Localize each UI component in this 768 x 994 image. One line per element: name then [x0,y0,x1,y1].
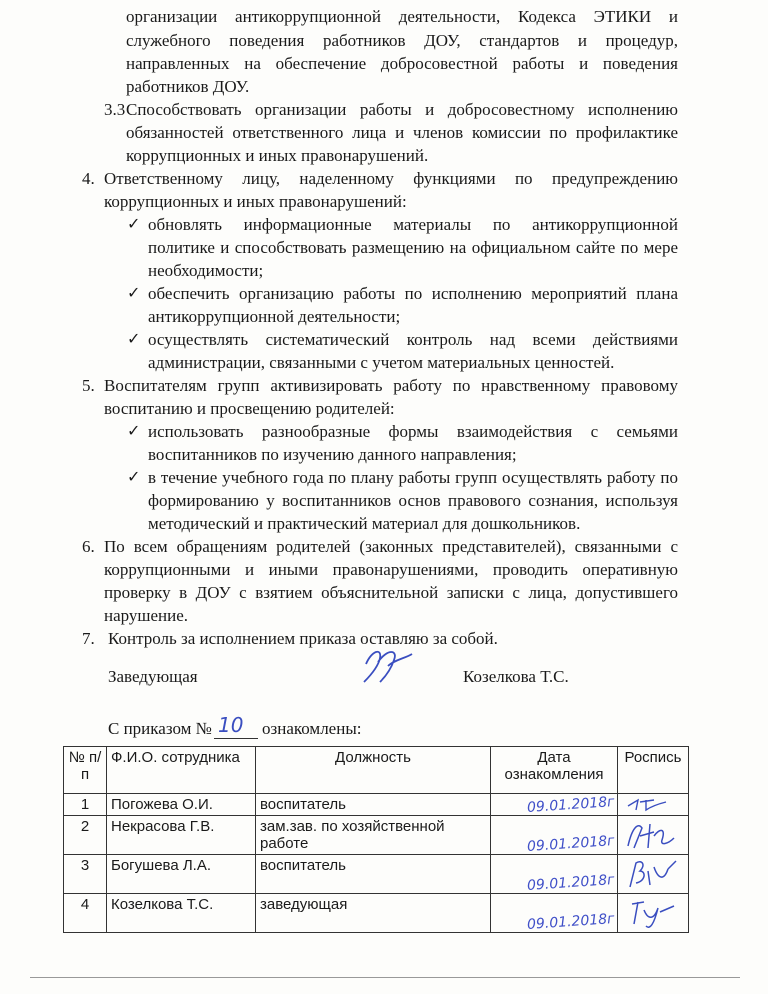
text-line: направленных на обеспечение добросовестной работы и поведения [126,54,678,73]
text-line: администрации, связанными с учетом материальных ценностей. [148,353,615,372]
row-date: 09.01.2018г [527,793,616,817]
header-name: Ф.И.О. сотрудника [107,747,256,794]
header-position: Должность [256,747,491,794]
checkmark-icon: ✓ [127,469,141,486]
order-ack-suffix: ознакомлены: [262,719,362,738]
text-line: необходимости; [148,261,264,280]
acknowledgement-table [63,746,689,933]
row-position: заведующая [256,894,491,933]
text-line: коррупционными и иными правонарушениями, проводить оперативную [104,560,678,579]
text-line: Способствовать организации работы и добросовестному исполнению [126,100,678,119]
item-number: 4. [82,169,95,188]
handwritten-signature [624,896,676,930]
text-line: осуществлять систематический контроль над всеми действиями [148,330,678,349]
row-num: 4 [64,894,107,933]
order-ack-prefix: С приказом № [108,719,212,738]
checkmark-icon: ✓ [127,285,141,302]
header-sign: Роспись [618,747,689,794]
handwritten-signature [358,644,418,691]
text-line: в течение учебного года по плану работы групп осуществлять работу по [148,468,678,487]
text-line: воспитанников по изучению данного направления; [148,445,517,464]
text-line: проверку в ДОУ с взятием объяснительной записки с лица, допустившего [104,583,678,602]
text-line: методический и практический материал для дошкольников. [148,514,581,533]
item-number: 5. [82,376,95,395]
underline [214,738,258,739]
item-number: 7. [82,629,95,648]
text-line: воспитанию и просвещению родителей: [104,399,395,418]
page-bottom-rule [30,977,740,978]
header-num: № п/п [64,747,107,794]
signature-name: Козелкова Т.С. [463,667,569,686]
text-line: антикоррупционной деятельности; [148,307,401,326]
handwritten-signature [624,796,672,812]
checkmark-icon: ✓ [127,423,141,440]
row-num: 2 [64,816,107,855]
table-row [64,816,689,855]
text-line: обновлять информационные материалы по антикоррупционной [148,215,678,234]
row-name: Погожева О.И. [107,794,256,816]
handwritten-signature [624,818,676,852]
row-name: Богушева Л.А. [107,855,256,894]
text-line: нарушение. [104,606,189,625]
checkmark-icon: ✓ [127,216,141,233]
row-date: 09.01.2018г [527,910,616,934]
row-name: Некрасова Г.В. [107,816,256,855]
row-position: воспитатель [256,794,491,816]
row-num: 1 [64,794,107,816]
text-line: обеспечить организацию работы по исполнению мероприятий плана [148,284,678,303]
row-sign-cell [618,794,689,816]
row-date: 09.01.2018г [527,871,616,895]
checkmark-icon: ✓ [127,331,141,348]
text-line: Контроль за исполнением приказа оставляю за собой. [108,629,498,648]
table-header-row [64,747,689,794]
text-line: использовать разнообразные формы взаимодействия с семьями [148,422,678,441]
row-sign-cell [618,894,689,933]
row-sign-cell [618,855,689,894]
row-date: 09.01.2018г [527,832,616,856]
row-sign-cell [618,816,689,855]
text-line: Воспитателям групп активизировать работу по нравственному правовому [104,376,678,395]
table-row [64,894,689,933]
row-position: зам.зав. по хозяйственной работе [256,816,491,855]
text-line: обязанностей ответственного лица и членов комиссии по профилактике [126,123,678,142]
row-date-cell [491,816,618,855]
text-line: организации антикоррупционной деятельности, Кодекса ЭТИКИ и [126,7,678,26]
text-line: коррупционных и иных правонарушений: [104,192,407,211]
text-line: служебного поведения работников ДОУ, стандартов и процедур, [126,31,678,50]
item-number: 6. [82,537,95,556]
text-line: Ответственному лицу, наделенному функциями по предупреждению [104,169,678,188]
text-line: коррупционных и иных правонарушений. [126,146,429,165]
row-date-cell [491,855,618,894]
table-row [64,855,689,894]
text-line: формированию у воспитанников основ правового сознания, используя [148,491,678,510]
signature-role: Заведующая [108,667,198,686]
row-date-cell [491,894,618,933]
row-name: Козелкова Т.С. [107,894,256,933]
row-num: 3 [64,855,107,894]
order-number-handwritten: 10 [218,713,244,737]
text-line: политике и способствовать размещению на официальном сайте по мере [148,238,678,257]
handwritten-signature [624,857,678,891]
header-date: Дата ознакомления [491,747,618,794]
text-line: По всем обращениям родителей (законных представителей), связанными с [104,537,678,556]
text-line: работников ДОУ. [126,77,250,96]
row-position: воспитатель [256,855,491,894]
table-row [64,794,689,816]
item-number: 3.3 [104,100,126,119]
row-date-cell [491,794,618,816]
